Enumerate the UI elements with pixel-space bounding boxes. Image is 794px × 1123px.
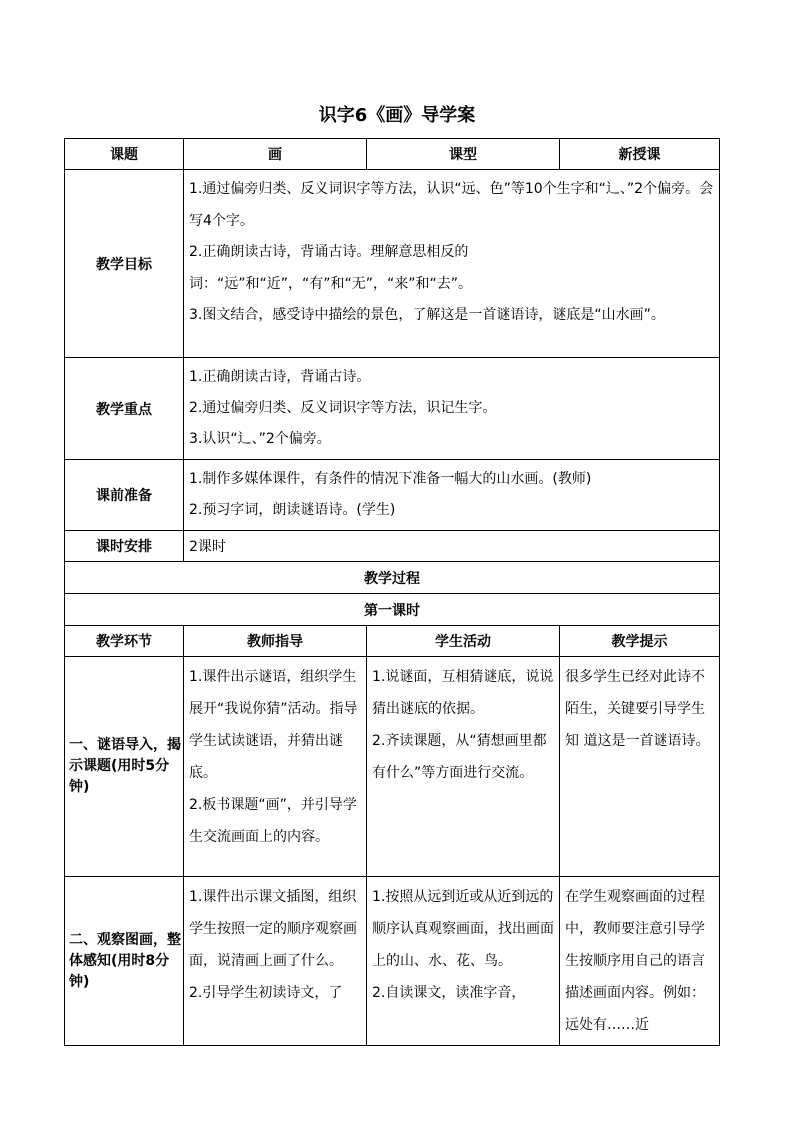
step-tip <box>560 877 720 1046</box>
schedule-label: 课时安排 <box>65 531 184 562</box>
step-teacher-line: 1.课件出示课文插图，组织学生按照一定的顺序观察画面，说清画上画了什么。 <box>189 889 357 969</box>
schedule-value: 2课时 <box>184 531 720 562</box>
key-point-line-1: 1.正确朗读古诗，背诵古诗。 <box>189 369 371 385</box>
key-points-row <box>65 358 720 460</box>
step-student-line: 1.说谜面，互相猜谜底，说说猜出谜底的依据。 <box>372 669 554 717</box>
step-tip-line: 很多学生已经对此诗不陌生，关键要引导学生知 道这是一首谜语诗。 <box>565 669 710 749</box>
process-header-teacher: 教师指导 <box>184 626 367 657</box>
step-teacher-line: 2.引导学生初读诗文，了 <box>189 985 343 1001</box>
lesson-title: 第一课时 <box>65 594 720 626</box>
step-tip <box>560 657 720 877</box>
header-type-value: 新授课 <box>560 139 720 170</box>
page-title: 识字6《画》导学案 <box>318 105 476 126</box>
goal-line-2: 2.正确朗读古诗，背诵古诗。理解意思相反的词：“远”和“近”，“有”和“无”，“来”和“去”。 <box>189 244 473 292</box>
process-title: 教学过程 <box>65 562 720 594</box>
key-points-content <box>184 358 720 460</box>
key-point-line-3: 3.认识“辶、”2个偏旁。 <box>189 431 331 447</box>
schedule-row <box>65 531 720 562</box>
process-header-stage: 教学环节 <box>65 626 184 657</box>
step-row <box>65 657 720 877</box>
step-tip-line: 在学生观察画面的过程中，教师要注意引导学生按顺序用自己的语言描述画面内容。例如：远处有……近 <box>565 889 705 1033</box>
step-student-line: 2.自读课文，读准字音， <box>372 985 526 1001</box>
process-header-tip: 教学提示 <box>560 626 720 657</box>
goals-content <box>184 170 720 358</box>
header-row <box>65 139 720 170</box>
prep-content <box>184 460 720 531</box>
goal-line-1: 1.通过偏旁归类、反义词识字等方法，认识“远、色”等10个生字和“辶、”2个偏旁。会写4个字。 <box>189 181 714 229</box>
key-points-label: 教学重点 <box>65 358 184 460</box>
process-title-row <box>65 562 720 594</box>
goals-label: 教学目标 <box>65 170 184 358</box>
prep-line-1: 1.制作多媒体课件，有条件的情况下准备一幅大的山水画。(教师) <box>189 471 592 487</box>
step-row <box>65 877 720 1046</box>
step-student-line: 2.齐读课题，从“猜想画里都有什么”等方面进行交流。 <box>372 733 547 781</box>
prep-label: 课前准备 <box>65 460 184 531</box>
process-header-row <box>65 626 720 657</box>
step-teacher <box>184 877 367 1046</box>
step-stage: 二、观察图画，整体感知(用时8分钟) <box>65 877 184 1046</box>
step-teacher <box>184 657 367 877</box>
lesson-plan-table <box>64 138 720 1046</box>
lesson-title-row <box>65 594 720 626</box>
step-student <box>367 877 560 1046</box>
step-student <box>367 657 560 877</box>
header-topic-label: 课题 <box>65 139 184 170</box>
header-topic-value: 画 <box>184 139 367 170</box>
header-type-label: 课型 <box>367 139 560 170</box>
step-teacher-line: 2.板书课题“画”，并引导学生交流画面上的内容。 <box>189 797 357 845</box>
step-stage: 一、谜语导入，揭示课题(用时5分钟) <box>65 657 184 877</box>
prep-row <box>65 460 720 531</box>
goals-row <box>65 170 720 358</box>
key-point-line-2: 2.通过偏旁归类、反义词识字等方法，识记生字。 <box>189 400 497 416</box>
process-header-student: 学生活动 <box>367 626 560 657</box>
step-teacher-line: 1.课件出示谜语，组织学生展开“我说你猜”活动。指导学生试读谜语，并猜出谜底。 <box>189 669 358 781</box>
goal-line-3: 3.图文结合，感受诗中描绘的景色，了解这是一首谜语诗，谜底是“山水画”。 <box>189 307 665 323</box>
prep-line-2: 2.预习字词，朗读谜语诗。(学生) <box>189 502 396 518</box>
step-student-line: 1.按照从远到近或从近到远的顺序认真观察画面，找出画面上的山、水、花、鸟。 <box>372 889 554 969</box>
